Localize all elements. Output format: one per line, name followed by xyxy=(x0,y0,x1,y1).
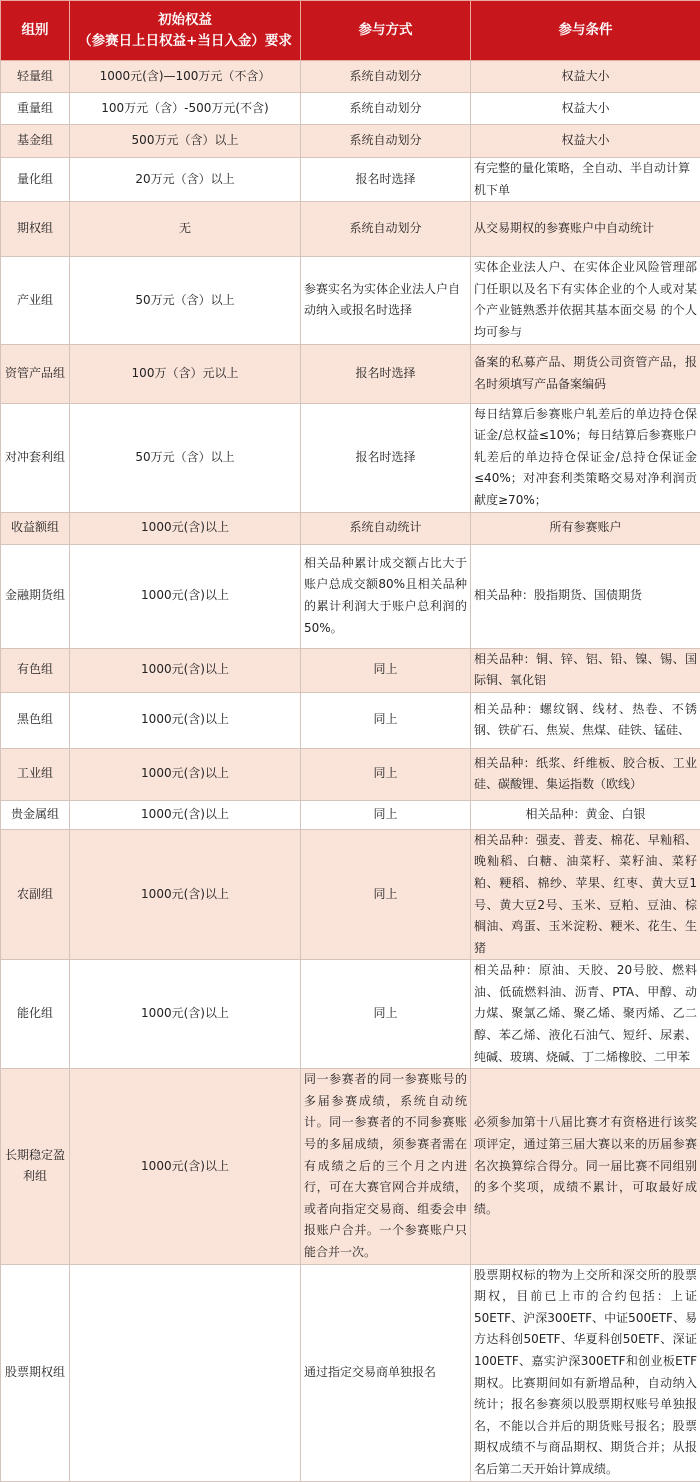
condition-cell: 权益大小 xyxy=(471,93,700,125)
group-cell: 重量组 xyxy=(1,93,70,125)
condition-cell: 必须参加第十八届比赛才有资格进行该奖项评定，通过第三届大赛以来的历届参赛名次换算综合得分。同一届比赛不同组别的多个奖项，成绩不累计，可取最好成绩。 xyxy=(471,1069,700,1264)
method-cell: 同上 xyxy=(301,648,471,692)
method-cell: 报名时选择 xyxy=(301,344,471,403)
condition-cell: 相关品种：原油、天胶、20号胶、燃料油、低硫燃料油、沥青、PTA、甲醇、动力煤、聚氯乙烯、聚乙烯、聚丙烯、乙二醇、苯乙烯、液化石油气、短纤、尿素、纯碱、玻璃、烧碱、丁二烯橡胶、二甲苯 xyxy=(471,960,700,1069)
table-row xyxy=(1,1264,700,1481)
method-cell: 报名时选择 xyxy=(301,403,471,512)
table-row xyxy=(1,800,700,829)
method-cell: 系统自动划分 xyxy=(301,61,471,93)
equity-cell: 1000元(含)—100万元（不含） xyxy=(70,61,301,93)
method-cell: 同上 xyxy=(301,692,471,748)
group-cell: 工业组 xyxy=(1,748,70,800)
method-cell: 同一参赛者的同一参赛账号的多届参赛成绩，系统自动统计。同一参赛者的不同参赛账号的多届成绩，须参赛者需在有成绩之后的三个月之内进行，可在大赛官网合并成绩，或者向指定交易商、组委会申报账户合并。一个参赛账户只能合并一次。 xyxy=(301,1069,471,1264)
table-row xyxy=(1,202,700,257)
table-row xyxy=(1,544,700,648)
equity-cell: 1000元(含)以上 xyxy=(70,829,301,960)
header-method: 参与方式 xyxy=(301,1,471,61)
equity-cell: 50万元（含）以上 xyxy=(70,257,301,344)
equity-cell: 100万元（含）-500万元(不含) xyxy=(70,93,301,125)
equity-cell: 无 xyxy=(70,202,301,257)
table-row xyxy=(1,61,700,93)
table-row xyxy=(1,512,700,544)
condition-cell: 每日结算后参赛账户轧差后的单边持仓保证金/总权益≤10%；每日结算后参赛账户轧差后的单边持仓保证金/总持仓保证金≤40%；对冲套利类策略交易对净利润贡献度≥70%； xyxy=(471,403,700,512)
group-cell: 金融期货组 xyxy=(1,544,70,648)
condition-cell: 备案的私募产品、期货公司资管产品，报名时须填写产品备案编码 xyxy=(471,344,700,403)
equity-cell: 500万元（含）以上 xyxy=(70,125,301,158)
group-cell: 收益额组 xyxy=(1,512,70,544)
group-cell: 农副组 xyxy=(1,829,70,960)
group-cell: 股票期权组 xyxy=(1,1264,70,1481)
group-cell: 期权组 xyxy=(1,202,70,257)
equity-cell: 1000元(含)以上 xyxy=(70,748,301,800)
equity-cell: 1000元(含)以上 xyxy=(70,1069,301,1264)
equity-cell: 100万（含）元以上 xyxy=(70,344,301,403)
table-row xyxy=(1,1069,700,1264)
table-row xyxy=(1,648,700,692)
group-cell: 基金组 xyxy=(1,125,70,158)
header-group: 组别 xyxy=(1,1,70,61)
equity-cell: 20万元（含）以上 xyxy=(70,158,301,202)
header-equity-title: 初始权益 xyxy=(158,12,212,28)
equity-cell: 1000元(含)以上 xyxy=(70,512,301,544)
table-row xyxy=(1,344,700,403)
table-row xyxy=(1,158,700,202)
condition-cell: 实体企业法人户、在实体企业风险管理部门任职以及名下有实体企业的个人或对某个产业链熟悉并依据其基本面交易 的个人均可参与 xyxy=(471,257,700,344)
method-cell: 报名时选择 xyxy=(301,158,471,202)
header-equity-subtitle: （参赛日上日权益+当日入金）要求 xyxy=(78,33,292,49)
method-cell: 系统自动划分 xyxy=(301,125,471,158)
condition-cell: 相关品种：纸浆、纤维板、胶合板、工业硅、碳酸锂、集运指数（欧线） xyxy=(471,748,700,800)
equity-cell: 1000元(含)以上 xyxy=(70,960,301,1069)
group-cell: 资管产品组 xyxy=(1,344,70,403)
group-cell: 对冲套利组 xyxy=(1,403,70,512)
group-cell: 长期稳定盈利组 xyxy=(1,1069,70,1264)
equity-cell: 1000元(含)以上 xyxy=(70,692,301,748)
table-row xyxy=(1,403,700,512)
method-cell: 同上 xyxy=(301,800,471,829)
equity-cell xyxy=(70,1264,301,1481)
header-row xyxy=(1,1,700,61)
header-condition: 参与条件 xyxy=(471,1,700,61)
table-row xyxy=(1,257,700,344)
equity-cell: 1000元(含)以上 xyxy=(70,648,301,692)
group-cell: 产业组 xyxy=(1,257,70,344)
group-cell: 贵金属组 xyxy=(1,800,70,829)
method-cell: 系统自动划分 xyxy=(301,93,471,125)
table-row xyxy=(1,748,700,800)
method-cell: 同上 xyxy=(301,748,471,800)
condition-cell: 权益大小 xyxy=(471,61,700,93)
equity-cell: 1000元(含)以上 xyxy=(70,800,301,829)
equity-cell: 50万元（含）以上 xyxy=(70,403,301,512)
group-cell: 黑色组 xyxy=(1,692,70,748)
method-cell: 同上 xyxy=(301,829,471,960)
group-cell: 量化组 xyxy=(1,158,70,202)
condition-cell: 相关品种：螺纹钢、线材、热卷、不锈钢、铁矿石、焦炭、焦煤、硅铁、锰硅、 xyxy=(471,692,700,748)
table-row xyxy=(1,692,700,748)
condition-cell: 相关品种：铜、锌、铝、铅、镍、锡、国际铜、氧化铝 xyxy=(471,648,700,692)
group-cell: 能化组 xyxy=(1,960,70,1069)
method-cell: 通过指定交易商单独报名 xyxy=(301,1264,471,1481)
condition-cell: 相关品种：股指期货、国债期货 xyxy=(471,544,700,648)
table-row xyxy=(1,125,700,158)
method-cell: 同上 xyxy=(301,960,471,1069)
equity-cell: 1000元(含)以上 xyxy=(70,544,301,648)
table-row xyxy=(1,829,700,960)
condition-cell: 相关品种：黄金、白银 xyxy=(471,800,700,829)
condition-cell: 有完整的量化策略，全自动、半自动计算机下单 xyxy=(471,158,700,202)
condition-cell: 所有参赛账户 xyxy=(471,512,700,544)
condition-cell: 从交易期权的参赛账户中自动统计 xyxy=(471,202,700,257)
method-cell: 系统自动划分 xyxy=(301,202,471,257)
group-cell: 有色组 xyxy=(1,648,70,692)
condition-cell: 股票期权标的物为上交所和深交所的股票期权，目前已上市的合约包括：上证50ETF、沪深300ETF、中证500ETF、易方达科创50ETF、华夏科创50ETF、深证100ETF、嘉实沪深300ETF和创业板ETF期权。比赛期间如有新增品种，自动纳入统计；报名参赛须以股票期权账号单独报名，不能以合并后的期货账号报名；股票期权成绩不与商品期权、期货合并；从报名后第二天开始计算成绩。 xyxy=(471,1264,700,1481)
method-cell: 相关品种累计成交额占比大于账户总成交额80%且相关品种的累计利润大于账户总利润的50%。 xyxy=(301,544,471,648)
header-initial-equity xyxy=(70,1,301,61)
method-cell: 参赛实名为实体企业法人户自动纳入或报名时选择 xyxy=(301,257,471,344)
method-cell: 系统自动统计 xyxy=(301,512,471,544)
table-row xyxy=(1,93,700,125)
group-cell: 轻量组 xyxy=(1,61,70,93)
condition-cell: 权益大小 xyxy=(471,125,700,158)
table-row xyxy=(1,960,700,1069)
condition-cell: 相关品种：强麦、普麦、棉花、早籼稻、晚籼稻、白糖、油菜籽、菜籽油、菜籽粕、粳稻、棉纱、苹果、红枣、黄大豆1号、黄大豆2号、玉米、豆粕、豆油、棕榈油、鸡蛋、玉米淀粉、粳米、花生、生猪 xyxy=(471,829,700,960)
